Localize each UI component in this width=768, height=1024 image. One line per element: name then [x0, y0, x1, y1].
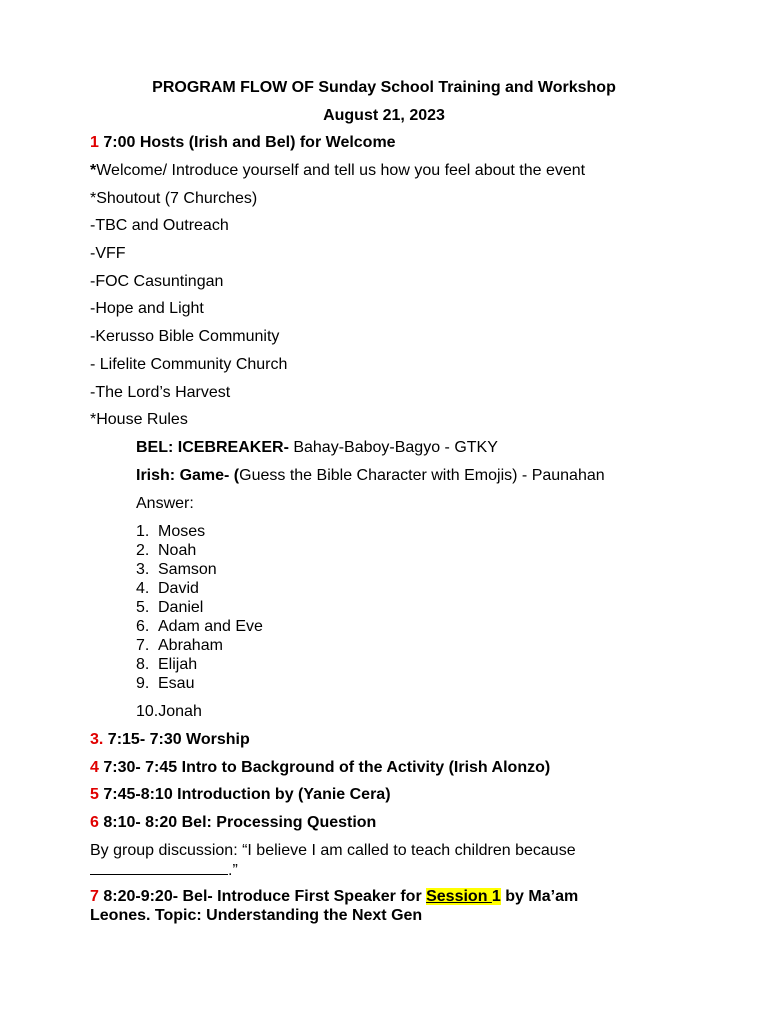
church-item: -Hope and Light	[90, 300, 204, 317]
item-4-text: 7:30- 7:45 Intro to Background of the Activity (Irish Alonzo)	[98, 759, 551, 776]
shoutout-line: *Shoutout (7 Churches)	[90, 190, 258, 207]
item-4	[90, 758, 550, 778]
item-3	[90, 730, 250, 750]
church-item: -FOC Casuntingan	[90, 273, 224, 290]
item-7-number: 7	[90, 888, 99, 905]
discussion-line: By group discussion: “I believe I am called to teach children because	[90, 842, 576, 859]
answer-name: Adam and Eve	[158, 618, 263, 635]
item-5-text: 7:45-8:10 Introduction by (Yanie Cera)	[98, 786, 391, 803]
welcome-text: Welcome/ Introduce yourself and tell us how you feel about the event	[96, 162, 586, 179]
item-7-text-b: by Ma’am	[500, 888, 579, 905]
answer-name: Samson	[158, 561, 217, 578]
item-5	[90, 785, 391, 805]
item-3-text: 7:15- 7:30 Worship	[103, 731, 250, 748]
welcome-star: *	[90, 162, 97, 179]
item-1	[90, 133, 396, 153]
answer-name: Elijah	[158, 656, 198, 673]
item-1-number: 1	[90, 134, 99, 151]
answer-item	[136, 579, 199, 599]
answer-item	[136, 560, 217, 580]
answer-number: 6.	[136, 618, 150, 635]
session-number-highlight: 1	[491, 888, 501, 905]
discussion-end: .”	[228, 862, 238, 879]
item-6-text: 8:10- 8:20 Bel: Processing Question	[98, 814, 377, 831]
icebreaker-line	[136, 438, 498, 458]
answer-item	[136, 674, 194, 694]
answer-name: Daniel	[158, 599, 204, 616]
item-7-text-a: 8:20-9:20- Bel- Introduce First Speaker for	[98, 888, 427, 905]
item-6-number: 6	[90, 814, 99, 831]
answer-item	[136, 522, 205, 542]
answer-item-10: 10.Jonah	[136, 703, 202, 720]
answer-item	[136, 655, 197, 675]
discussion-blank-line	[90, 860, 238, 881]
answer-number: 1.	[136, 523, 150, 540]
answer-number: 3.	[136, 561, 150, 578]
session-highlight: Session	[426, 888, 492, 905]
icebreaker-label: BEL: ICEBREAKER-	[136, 439, 289, 456]
answer-number: 4.	[136, 580, 150, 597]
icebreaker-text: Bahay-Baboy-Bagyo - GTKY	[288, 439, 498, 456]
item-3-number: 3.	[90, 731, 104, 748]
item-7-line-2: Leones. Topic: Understanding the Next Gen	[90, 907, 423, 924]
answer-item	[136, 598, 203, 618]
title-rest: Sunday School Training and Workshop	[318, 79, 616, 96]
church-item: - Lifelite Community Church	[90, 356, 288, 373]
game-label: Irish: Game- (	[136, 467, 240, 484]
answer-item	[136, 617, 263, 637]
page-title	[0, 78, 768, 98]
program-date: August 21, 2023	[323, 107, 445, 124]
answer-number: 5.	[136, 599, 150, 616]
church-item: -VFF	[90, 245, 126, 262]
answer-number: 8.	[136, 656, 150, 673]
fill-in-blank	[90, 860, 228, 875]
answer-label: Answer:	[136, 495, 194, 512]
welcome-line	[90, 161, 585, 181]
church-item: -Kerusso Bible Community	[90, 328, 280, 345]
church-item: -The Lord’s Harvest	[90, 384, 231, 401]
item-7	[90, 887, 578, 907]
church-item: -TBC and Outreach	[90, 217, 229, 234]
item-1-text: 7:00 Hosts (Irish and Bel) for Welcome	[103, 134, 396, 151]
item-4-number: 4	[90, 759, 99, 776]
title-prefix: PROGRAM FLOW OF	[152, 79, 319, 96]
answer-name: David	[158, 580, 199, 597]
answer-name: Moses	[158, 523, 206, 540]
answer-number: 7.	[136, 637, 150, 654]
item-5-number: 5	[90, 786, 99, 803]
answer-name: Esau	[158, 675, 195, 692]
game-line	[136, 466, 605, 486]
answer-number: 2.	[136, 542, 150, 559]
answer-item	[136, 636, 223, 656]
answer-name: Noah	[158, 542, 197, 559]
house-rules-line: *House Rules	[90, 411, 188, 428]
answer-item	[136, 541, 196, 561]
game-text: Guess the Bible Character with Emojis) - Paunahan	[239, 467, 605, 484]
item-6	[90, 813, 376, 833]
answer-number: 9.	[136, 675, 150, 692]
answer-name: Abraham	[158, 637, 223, 654]
